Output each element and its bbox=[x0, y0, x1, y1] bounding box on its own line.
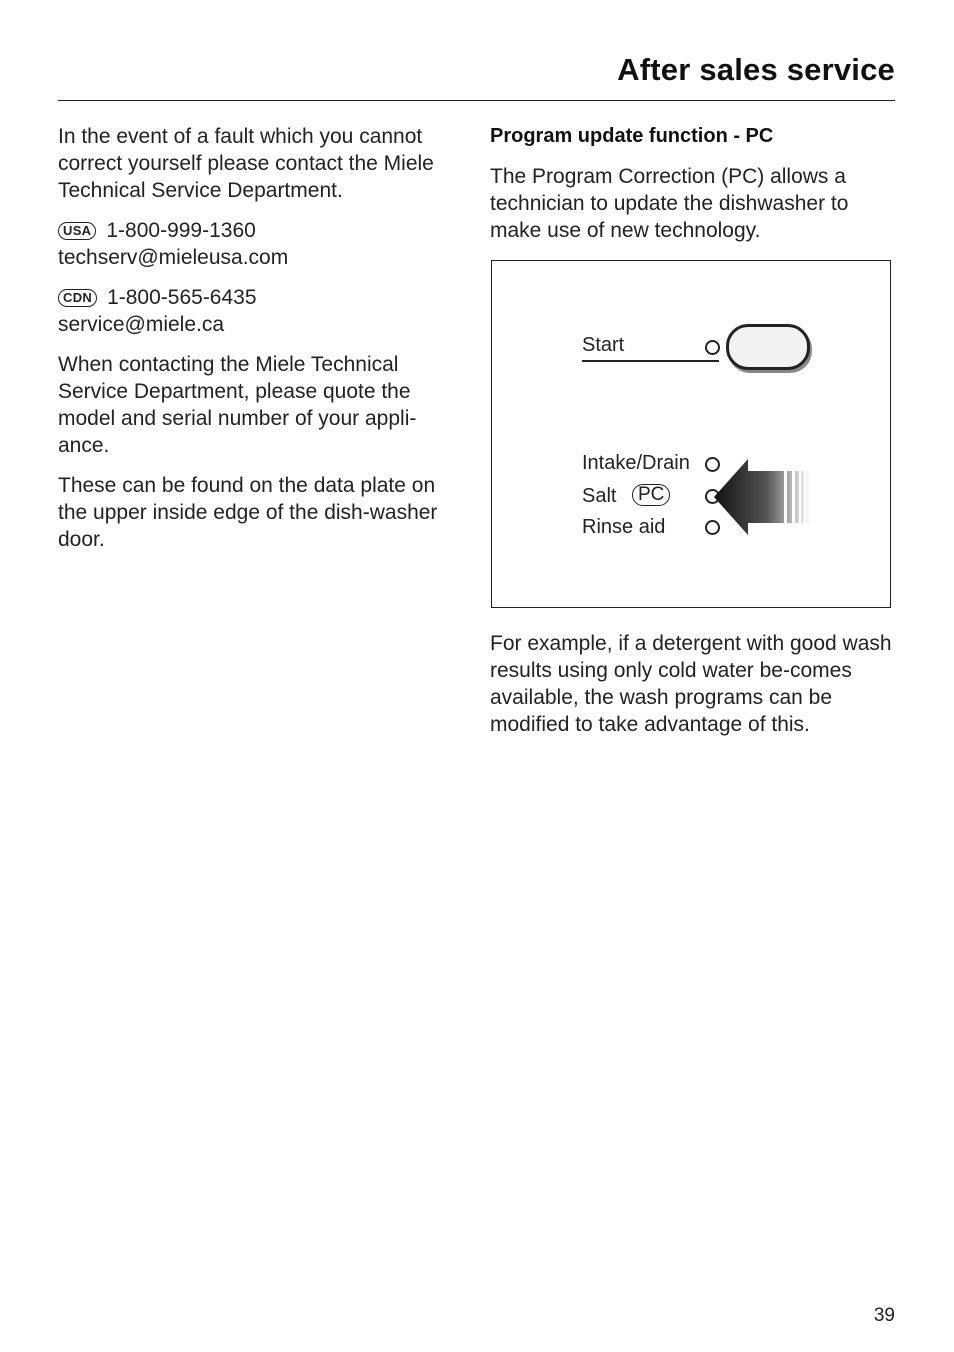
left-column bbox=[58, 123, 458, 566]
data-plate-paragraph: These can be found on the data plate on the upper inside edge of the dish-washer door. bbox=[58, 474, 438, 551]
cdn-phone: 1-800-565-6435 bbox=[107, 286, 257, 309]
indicator-label-salt: Salt bbox=[582, 485, 617, 507]
pointer-arrow-icon bbox=[712, 457, 812, 537]
start-button bbox=[726, 324, 810, 370]
start-underline bbox=[582, 360, 719, 362]
contact-cdn bbox=[58, 284, 458, 338]
contact-usa bbox=[58, 217, 458, 271]
pc-description: The Program Correction (PC) allows a technician to update the dishwasher to make use of new technology. bbox=[490, 165, 849, 242]
control-panel-figure bbox=[491, 260, 891, 608]
indicator-label-intake-drain: Intake/Drain bbox=[582, 452, 690, 474]
usa-email: techserv@mieleusa.com bbox=[58, 246, 289, 269]
example-paragraph: For example, if a detergent with good wash results using only cold water be-comes available, the wash programs can be modified to take advantage of this. bbox=[490, 632, 892, 736]
usa-phone: 1-800-999-1360 bbox=[106, 219, 256, 242]
cdn-email: service@miele.ca bbox=[58, 313, 225, 336]
cdn-badge-icon: CDN bbox=[58, 289, 97, 307]
page-title: After sales service bbox=[617, 52, 895, 87]
page-number: 39 bbox=[873, 1305, 895, 1326]
header-divider bbox=[58, 100, 895, 101]
indicator-label-rinse-aid: Rinse aid bbox=[582, 516, 666, 538]
pc-badge: PC bbox=[632, 484, 670, 506]
intro-paragraph: In the event of a fault which you cannot correct yourself please contact the Miele Technical Service Department. bbox=[58, 125, 434, 202]
start-indicator-icon bbox=[705, 340, 720, 355]
usa-badge-icon: USA bbox=[58, 222, 96, 240]
quote-model-paragraph: When contacting the Miele Technical Service Department, please quote the model and serial number of your appli-ance. bbox=[58, 353, 417, 457]
section-heading: Program update function - PC bbox=[490, 125, 774, 147]
right-column bbox=[490, 123, 895, 751]
start-label: Start bbox=[582, 334, 625, 356]
